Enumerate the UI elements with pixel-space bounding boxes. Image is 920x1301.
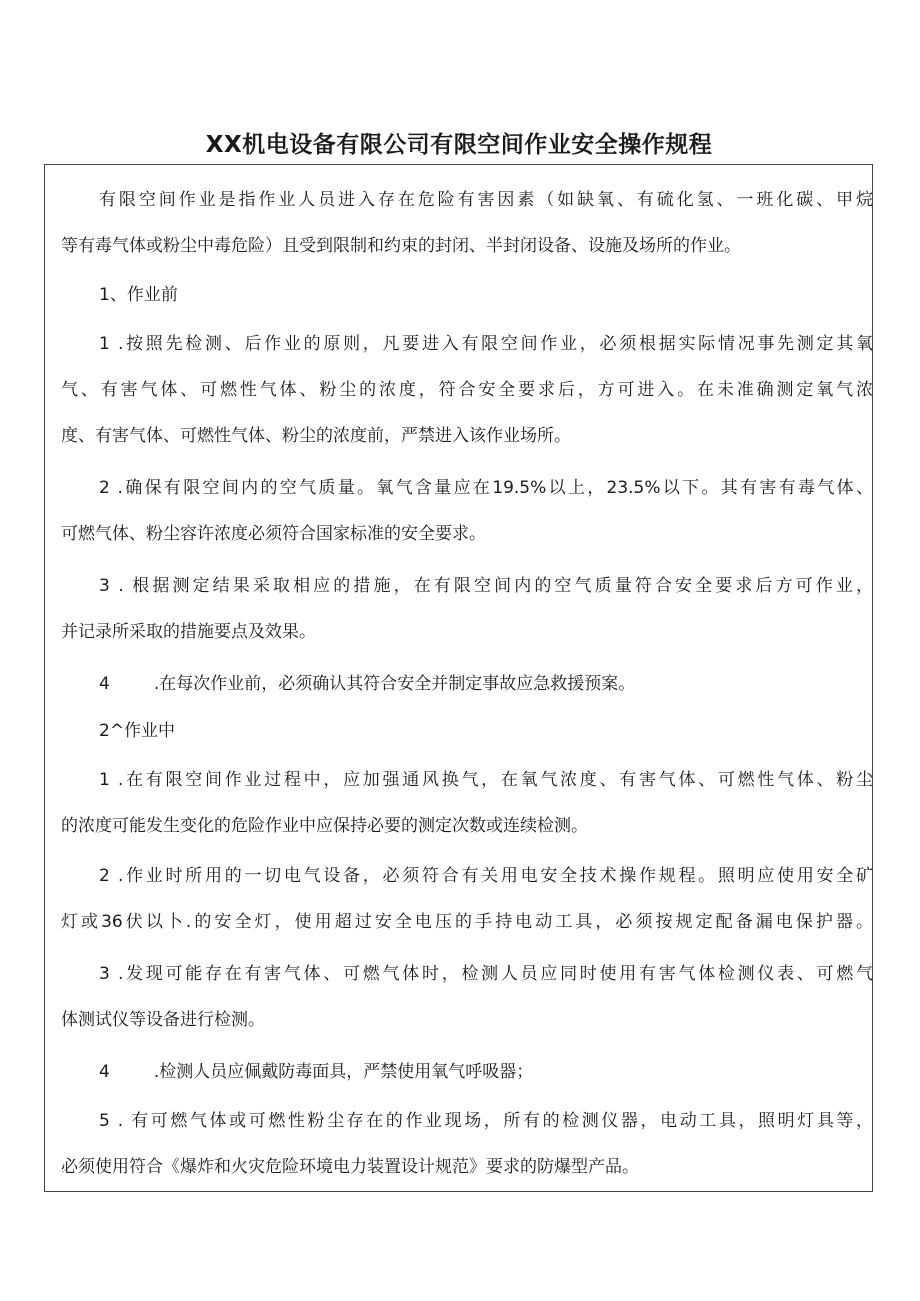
section-2-heading: 2^作业中 [99, 721, 176, 741]
s1-item4-number: 4 [99, 674, 110, 694]
s2-item4-line [61, 1049, 873, 1095]
s2-item5-line-2: 必须使用符合《爆炸和火灾危险环境电力装置设计规范》要求的防爆型产品。 [61, 1157, 639, 1177]
s2-item2-line-2: 灯或36伏以卜.的安全灯，使用超过安全电压的手持电动工具，必须按规定配备漏电保护器。 [61, 912, 873, 932]
s1-item2-line-2: 可燃气体、粉尘容许浓度必须符合国家标准的安全要求。 [61, 524, 486, 544]
section-2-item-1 [61, 757, 873, 849]
section-1-item-2 [61, 465, 873, 557]
section-2-item-4 [61, 1049, 873, 1095]
document-title: XX机电设备有限公司有限空间作业安全操作规程 [205, 132, 713, 158]
section-1-item-3 [61, 563, 873, 655]
s2-item5-line-1: 5 . 有可燃气体或可燃性粉尘存在的作业现场，所有的检测仪器，电动工具，照明灯具等， [99, 1111, 873, 1131]
intro-paragraph [61, 177, 873, 269]
s2-item3-line-2: 体测试仪等设备进行检测。 [61, 1010, 265, 1030]
s1-item4-text: .在每次作业前，必须确认其符合安全并制定事故应急救援预案。 [153, 674, 636, 694]
s1-item3-line-1: 3 . 根据测定结果采取相应的措施，在有限空间内的空气质量符合安全要求后方可作业， [99, 576, 873, 596]
s1-item1-line-2: 气、有害气体、可燃性气体、粉尘的浓度，符合安全要求后，方可进入。在未准确测定氧气浓 [61, 380, 873, 400]
s2-item1-line-2: 的浓度可能发生变化的危险作业中应保持必要的测定次数或连续检测。 [61, 816, 588, 836]
s1-item2-line-1: 2 .确保有限空间内的空气质量。氧气含量应在19.5%以上，23.5%以下。其有害有毒气体、 [99, 478, 873, 498]
section-2-item-2 [61, 853, 873, 945]
section-1-item-1 [61, 321, 873, 459]
s1-item1-line-3: 度、有害气体、可燃性气体、粉尘的浓度前，严禁进入该作业场所。 [61, 426, 571, 446]
s2-item4-number: 4 [99, 1062, 110, 1082]
section-1-heading-block [61, 272, 873, 318]
section-2-item-3 [61, 951, 873, 1043]
section-1-heading: 1、作业前 [99, 285, 178, 305]
intro-line-1: 有限空间作业是指作业人员进入存在危险有害因素（如缺氧、有硫化氢、一班化碳、甲烷 [99, 190, 873, 210]
intro-line-2: 等有毒气体或粉尘中毒危险）且受到限制和约束的封闭、半封闭设备、设施及场所的作业。 [61, 236, 741, 256]
section-2-item-5 [61, 1098, 873, 1190]
s2-item1-line-1: 1 .在有限空间作业过程中，应加强通风换气，在氧气浓度、有害气体、可燃性气体、粉尘 [99, 770, 873, 790]
s1-item1-line-1: 1 .按照先检测、后作业的原则，凡要进入有限空间作业，必须根据实际情况事先测定其氧 [99, 334, 873, 354]
content-frame [44, 164, 873, 1192]
s2-item2-line-1: 2 .作业时所用的一切电气设备，必须符合有关用电安全技术操作规程。照明应使用安全矿 [99, 866, 873, 886]
s1-item4-line [61, 661, 873, 707]
s2-item4-text: .检测人员应佩戴防毒面具，严禁使用氧气呼吸器； [153, 1062, 534, 1082]
s1-item3-line-2: 并记录所采取的措施要点及效果。 [61, 622, 316, 642]
section-2-heading-block [61, 708, 873, 754]
s2-item3-line-1: 3 .发现可能存在有害气体、可燃气体时，检测人员应同时使用有害气体检测仪表、可燃气 [99, 964, 873, 984]
section-1-item-4 [61, 661, 873, 707]
